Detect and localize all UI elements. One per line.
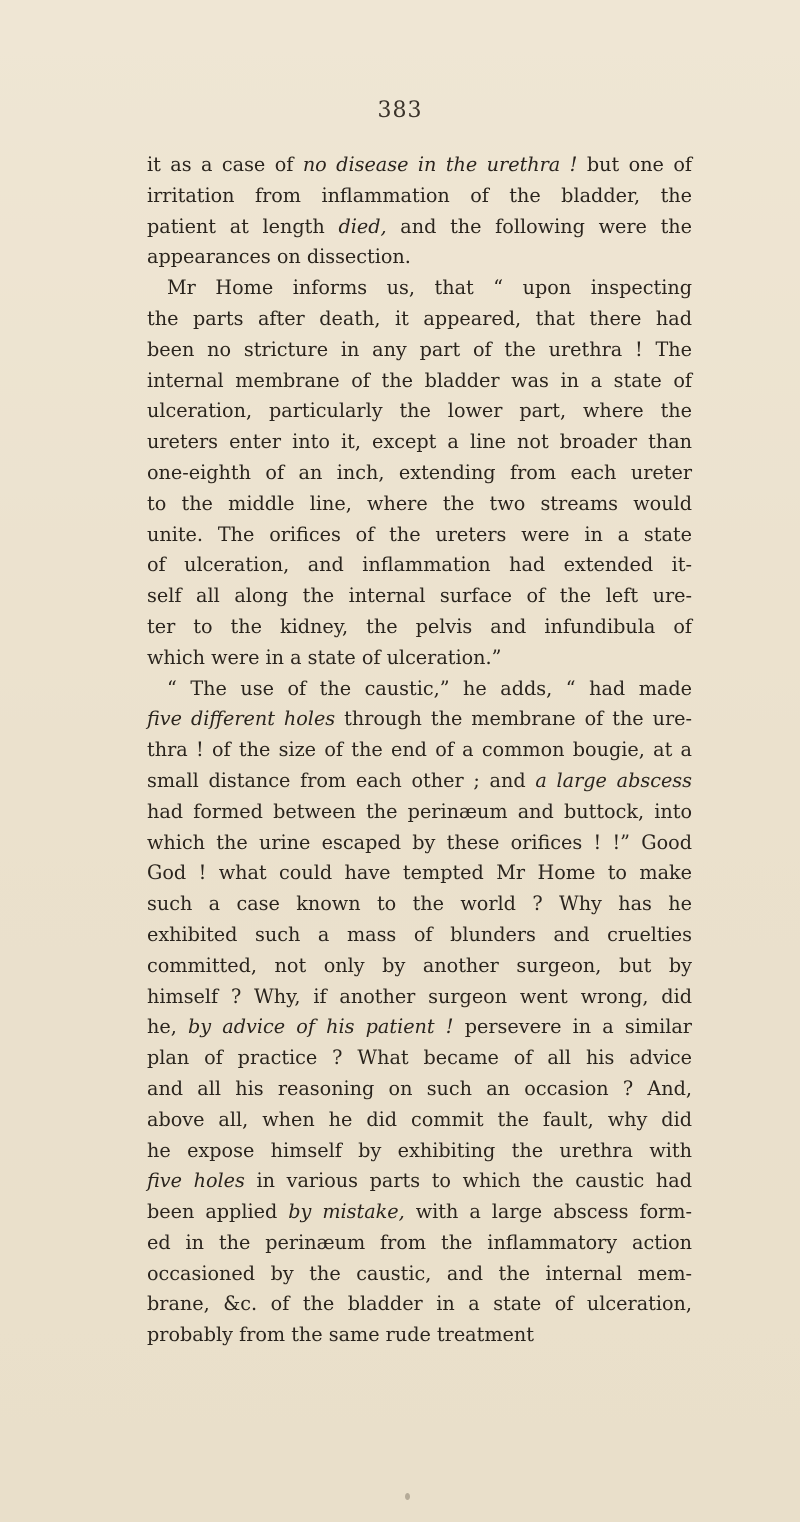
text-line: of ulceration, and inflammation had extended it- — [147, 553, 692, 577]
text-line: exhibited such a mass of blunders and cruelties — [147, 922, 692, 946]
text-line: such a case known to the world ? Why has he — [147, 892, 692, 916]
text-line: the parts after death, it appeared, that there had — [147, 306, 692, 330]
text-line: Mr Home informs us, that “ upon inspecting — [167, 276, 692, 300]
text-line: appearances on dissection. — [147, 245, 411, 269]
text-line: probably from the same rude treatment — [147, 1323, 534, 1347]
text-line: had formed between the perinæum and buttock, into — [147, 799, 692, 823]
text-line: brane, &c. of the bladder in a state of ulceration, — [147, 1292, 692, 1316]
text-line: and all his reasoning on such an occasion ? And, — [147, 1076, 692, 1100]
text-line: thra ! of the size of the end of a common bougie, at a — [147, 738, 692, 762]
text-line: irritation from inflammation of the bladder, the — [147, 183, 692, 207]
text-line: occasioned by the caustic, and the internal mem- — [147, 1261, 692, 1285]
text-line: self all along the internal surface of the left ure- — [147, 584, 692, 608]
text-line: plan of practice ? What became of all his advice — [147, 1046, 692, 1070]
text-line: unite. The orifices of the ureters were in a state — [147, 522, 692, 546]
text-line: ter to the kidney, the pelvis and infundibula of — [147, 614, 692, 638]
text-line: himself ? Why, if another surgeon went wrong, did — [147, 984, 692, 1008]
text-line: which the urine escaped by these orifices ! !” Good — [147, 830, 692, 854]
body-text — [147, 150, 692, 1351]
text-line: five holes in various parts to which the caustic had — [147, 1169, 692, 1193]
page-number: 383 — [377, 98, 423, 123]
text-line: ulceration, particularly the lower part, where the — [147, 399, 692, 423]
text-line: he expose himself by exhibiting the urethra with — [147, 1138, 692, 1162]
text-line: been no stricture in any part of the urethra ! The — [147, 337, 692, 361]
text-line: it as a case of no disease in the urethra ! but one of — [147, 153, 692, 176]
text-line: one-eighth of an inch, extending from each ureter — [147, 460, 692, 484]
text-line: he, by advice of his patient ! persevere in a similar — [147, 1015, 692, 1039]
text-line: “ The use of the caustic,” he adds, “ had made — [167, 676, 692, 700]
paper-speck — [405, 1493, 410, 1500]
text-line: five different holes through the membrane of the ure- — [147, 707, 692, 731]
text-line: committed, not only by another surgeon, but by — [147, 953, 692, 977]
text-line: patient at length died, and the following were the — [147, 214, 692, 238]
text-line: internal membrane of the bladder was in a state of — [147, 368, 692, 392]
text-line: God ! what could have tempted Mr Home to make — [147, 861, 692, 885]
text-line: been applied by mistake, with a large abscess form- — [147, 1200, 692, 1224]
text-line: to the middle line, where the two streams would — [147, 491, 692, 515]
text-line: small distance from each other ; and a large abscess — [147, 768, 692, 792]
text-line: ureters enter into it, except a line not broader than — [147, 430, 692, 454]
text-line: which were in a state of ulceration.” — [147, 645, 502, 669]
text-line: ed in the perinæum from the inflammatory action — [147, 1230, 692, 1254]
text-line: above all, when he did commit the fault, why did — [147, 1107, 692, 1131]
